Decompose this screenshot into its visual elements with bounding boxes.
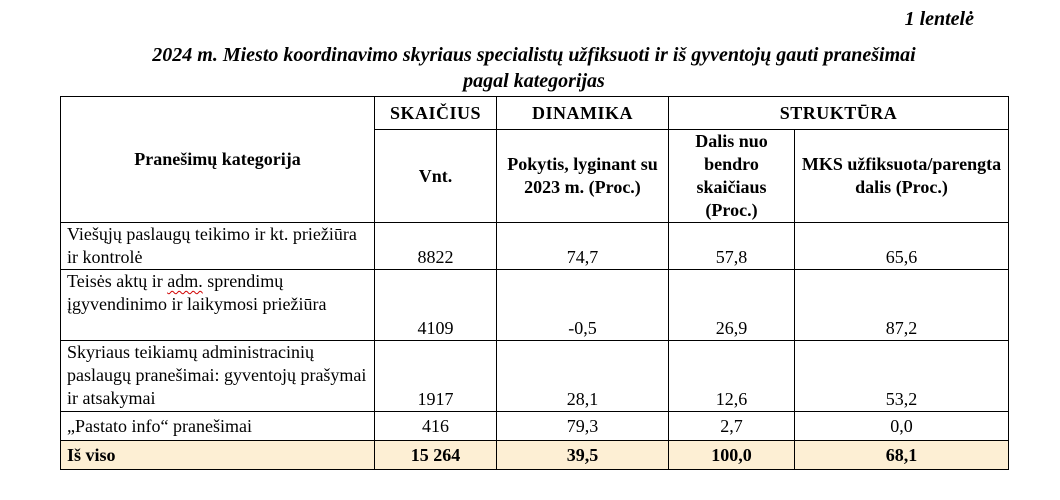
total-label: Iš viso [61, 441, 375, 470]
header-share: Dalis nuo bendro skaičiaus (Proc.) [669, 130, 795, 223]
row-category-part: sprendimų įgyvendinimo ir laikymosi priežiūra [67, 271, 327, 314]
header-mks: MKS užfiksuota/parengta dalis (Proc.) [795, 130, 1009, 223]
title-line-1: 2024 m. Miesto koordinavimo skyriaus specialistų užfiksuoti ir iš gyventojų gauti pranešimai [152, 44, 916, 66]
table-row [61, 223, 1009, 270]
table-row [61, 412, 1009, 441]
table-number: 1 lentelė [904, 8, 974, 30]
row-mks: 87,2 [795, 270, 1009, 341]
report-table [60, 96, 1009, 470]
header-group-dynamics: DINAMIKA [497, 97, 669, 130]
title-line-2: pagal kategorijas [463, 70, 605, 92]
header-change: Pokytis, lyginant su 2023 m. (Proc.) [497, 130, 669, 223]
row-count: 416 [375, 412, 497, 441]
total-change: 39,5 [497, 441, 669, 470]
total-count: 15 264 [375, 441, 497, 470]
spellcheck-word: adm. [167, 271, 203, 291]
row-category [61, 270, 375, 341]
row-count: 1917 [375, 341, 497, 412]
row-share: 12,6 [669, 341, 795, 412]
row-change: -0,5 [497, 270, 669, 341]
row-count: 4109 [375, 270, 497, 341]
table-row [61, 341, 1009, 412]
table-title [60, 42, 1008, 94]
row-mks: 65,6 [795, 223, 1009, 270]
header-category: Pranešimų kategorija [61, 97, 375, 223]
row-change: 74,7 [497, 223, 669, 270]
row-category: „Pastato info“ pranešimai [61, 412, 375, 441]
row-category: Skyriaus teikiamų administracinių paslaugų pranešimai: gyventojų prašymai ir atsakymai [61, 341, 375, 412]
row-change: 79,3 [497, 412, 669, 441]
row-count: 8822 [375, 223, 497, 270]
row-category: Viešųjų paslaugų teikimo ir kt. priežiūra ir kontrolė [61, 223, 375, 270]
row-share: 2,7 [669, 412, 795, 441]
header-count: Vnt. [375, 130, 497, 223]
header-group-structure: STRUKTŪRA [669, 97, 1009, 130]
row-mks: 53,2 [795, 341, 1009, 412]
total-row [61, 441, 1009, 470]
total-mks: 68,1 [795, 441, 1009, 470]
row-change: 28,1 [497, 341, 669, 412]
row-mks: 0,0 [795, 412, 1009, 441]
header-group-count: SKAIČIUS [375, 97, 497, 130]
row-share: 57,8 [669, 223, 795, 270]
row-share: 26,9 [669, 270, 795, 341]
table-row [61, 270, 1009, 341]
total-share: 100,0 [669, 441, 795, 470]
row-category-part: Teisės aktų ir [67, 271, 168, 291]
